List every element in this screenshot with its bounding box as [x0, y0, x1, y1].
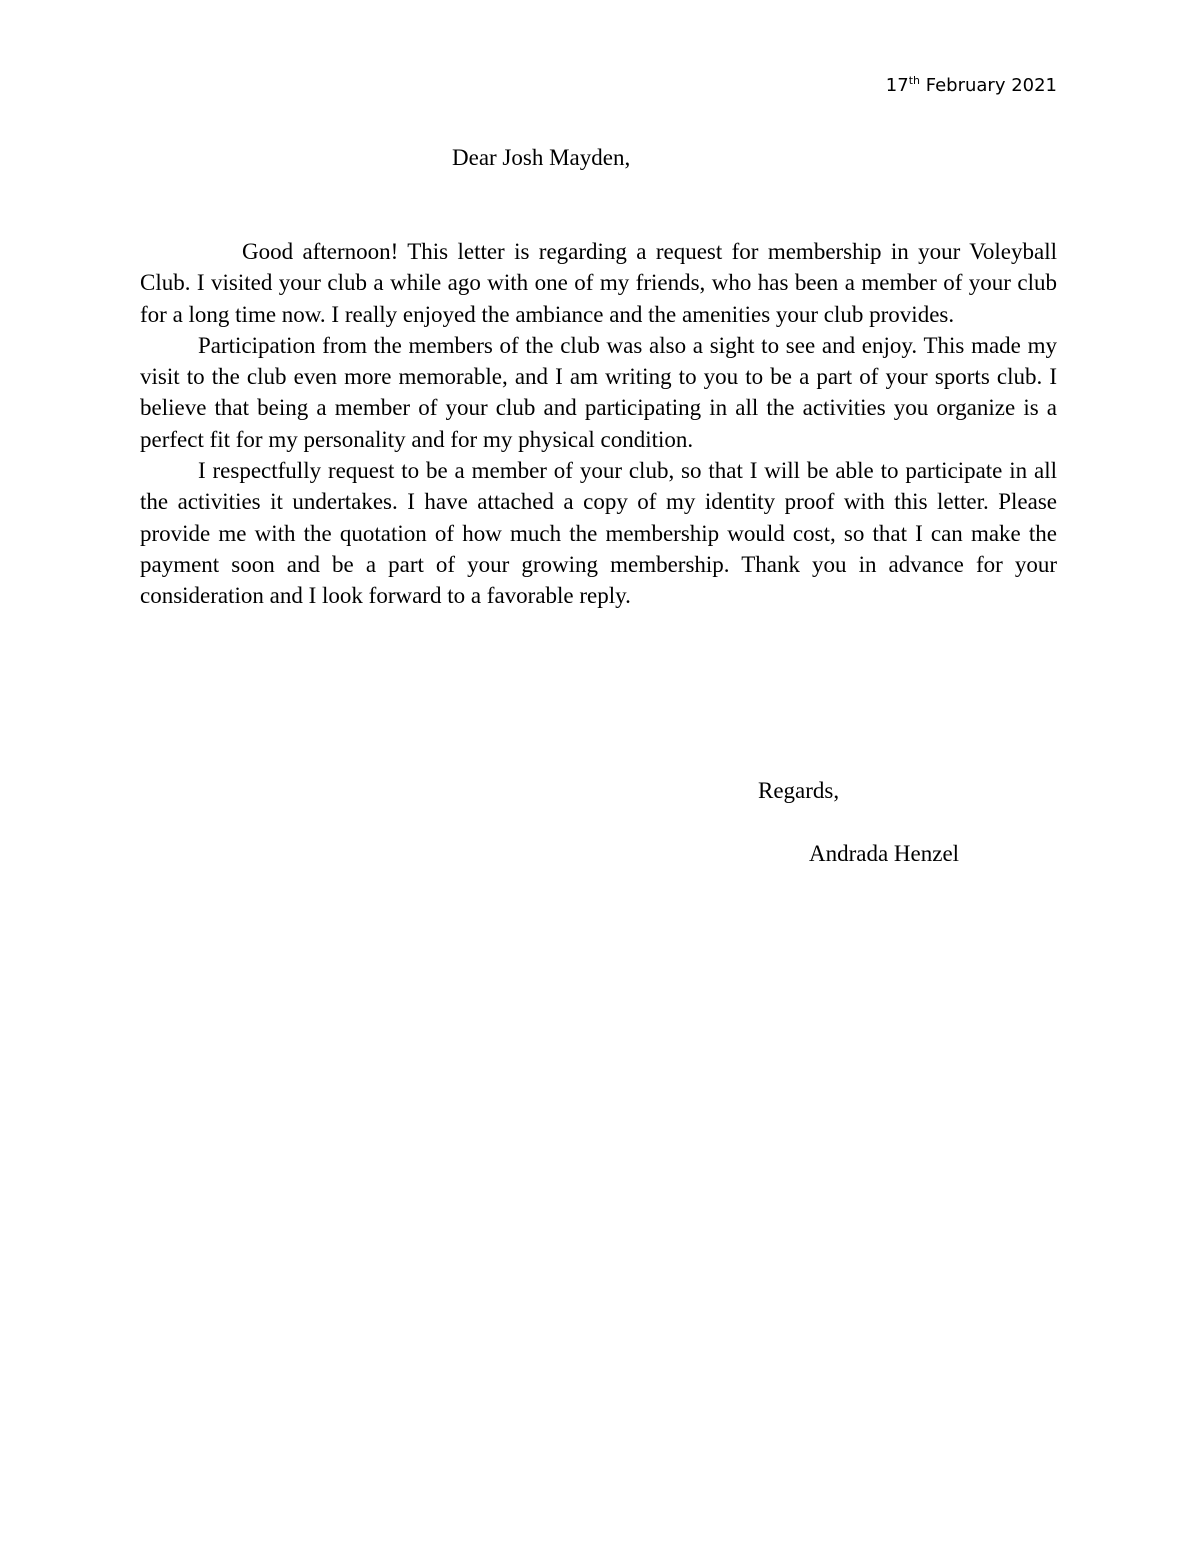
- paragraph-3: I respectfully request to be a member of your club, so that I will be able to participate in all the activities it undertakes. I have attached a copy of my identity proof with this letter. Please provide me with the quotation of how much the membership would cost, so that I can make the payment soon and be a part of your growing membership. Thank you in advance for your consideration and I look forward to a favorable reply.: [140, 458, 1057, 609]
- date-ordinal-suffix: th: [908, 74, 920, 87]
- signature-name: Andrada Henzel: [809, 841, 960, 866]
- closing: Regards,: [758, 778, 840, 803]
- paragraph-2: Participation from the members of the club was also a sight to see and enjoy. This made my visit to the club even more memorable, and I am writing to you to be a part of your sports club. I believe that being a member of your club and participating in all the activities you organize is a perfect fit for my personality and for my physical condition.: [140, 332, 1057, 452]
- letter-date: [886, 72, 1057, 100]
- letter-body: [140, 236, 1057, 612]
- paragraph-1: Good afternoon! This letter is regarding a request for membership in your Voleyball Club. I visited your club a while ago with one of my friends, who has been a member of your club for a long time now. I really enjoyed the ambiance and the amenities your club provides.: [140, 239, 1057, 327]
- date-month-year: February 2021: [919, 75, 1057, 96]
- date-day: 17: [885, 75, 909, 96]
- salutation: Dear Josh Mayden,: [452, 145, 631, 170]
